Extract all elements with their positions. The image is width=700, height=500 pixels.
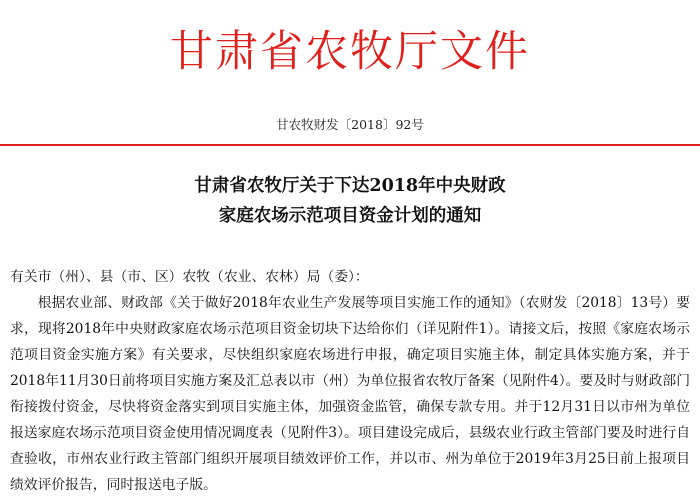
document-number: 甘农牧财发〔2018〕92号 [276,117,424,132]
salutation: 有关市（州）、县（市、区）农牧（农业、农林）局（委）： [10,269,369,285]
body-paragraph: 根据农业部、财政部《关于做好2018年农业生产发展等项目实施工作的通知》（农财发〔2018〕13号）要求，现将2018年中央财政家庭农场示范项目资金切块下达给你们（详见附件1）。请接文后，按照《家庭农场示范项目资金实施方案》有关要求，尽快组织家庭农场进行申报，确定项目实施主体，制定具体实施方案，并于2018年11月30日前将项目实施方案及汇总表以市（州）为单位报省农牧厅备案（见附件4）。要及时与财政部门衔接拨付资金，尽快将资金落实到项目实施主体，加强资金监管，确保专款专用。并于12月31日以市州为单位报送家庭农场示范项目资金使用情况调度表（见附件3）。项目建设完成后，县级农业行政主管部门要及时进行自查验收，市州农业行政主管部门组织开展项目绩效评价工作，并以市、州为单位于2019年3月25日前上报项目绩效评价报告，同时报送电子版。 [10,295,690,493]
document-header-title: 甘肃省农牧厅文件 [170,27,530,77]
notice-title-line-2: 家庭农场示范项目资金计划的通知 [218,206,482,226]
notice-title-line-1: 甘肃省农牧厅关于下达2018年中央财政 [194,176,506,196]
document-body [10,264,690,498]
red-divider-line [0,144,700,146]
